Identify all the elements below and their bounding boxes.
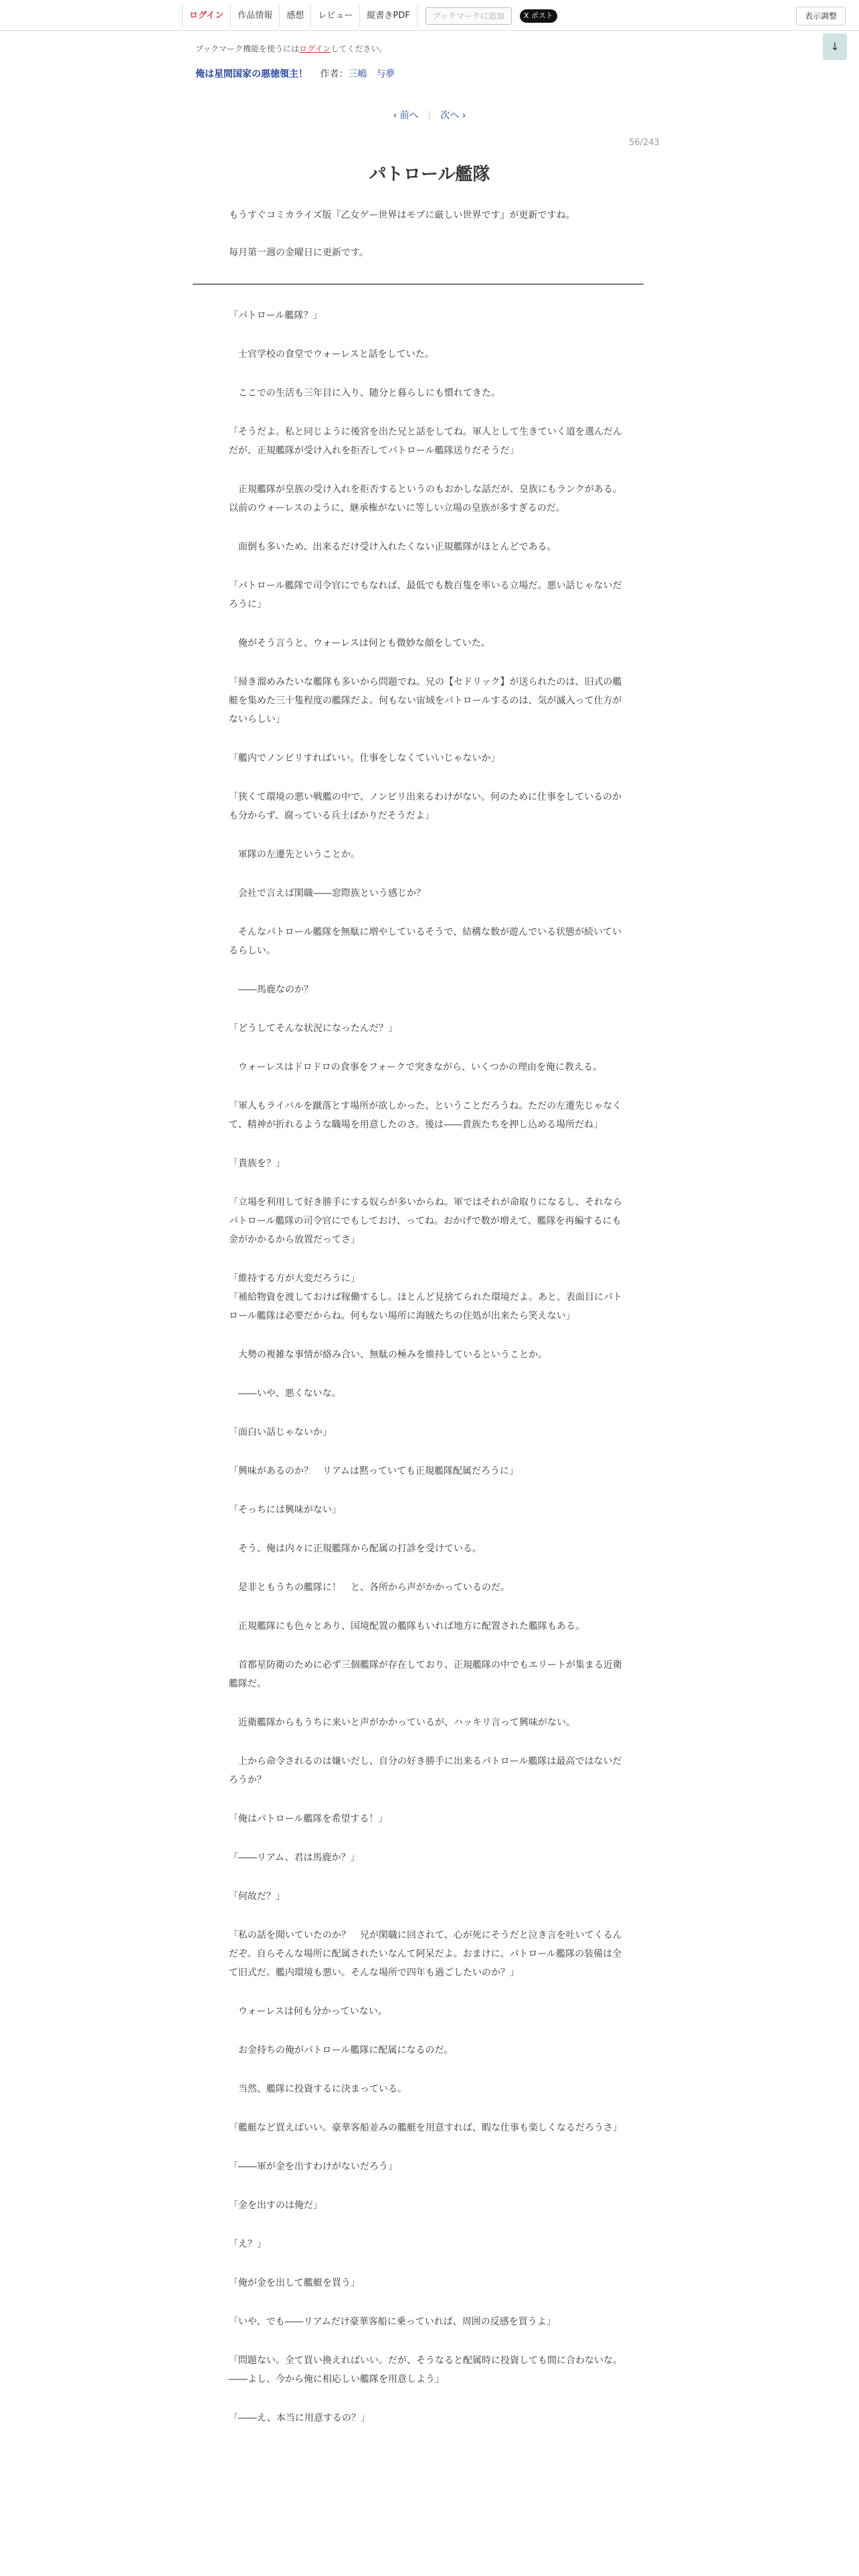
review-link[interactable]: レビュー	[311, 5, 360, 27]
body-paragraph: 会社で言えば閑職――窓際族という感じか？	[229, 888, 425, 899]
body-paragraph: 「俺が金を出して艦艇を買う」	[229, 2278, 360, 2288]
body-paragraph: ここでの生活も三年目に入り、随分と暮らしにも慣れてきた。	[229, 388, 500, 399]
work-title-link[interactable]: 俺は星間国家の悪徳領主！	[195, 69, 308, 80]
chapter-count: 56/243	[629, 138, 660, 148]
add-bookmark-button[interactable]: ブックマークに追加	[425, 7, 512, 25]
body-paragraph: 是非ともうちの艦隊に！ と、各所から声がかかっているのだ。	[229, 1582, 510, 1593]
nav-menu	[182, 5, 557, 27]
prev-chapter-link[interactable]: ‹ 前へ	[393, 110, 419, 121]
body-paragraph: そう、俺は内々に正規艦隊から配属の打診を受けている。	[229, 1543, 482, 1554]
body-paragraph: 「――え、本当に用意するの？」	[229, 2413, 370, 2424]
vertical-pdf-link[interactable]: 縦書きPDF	[360, 5, 417, 27]
body-paragraph: 「いや、でも――リアムだけ豪華客船に乗っていれば、周囲の反感を買うよ」	[229, 2317, 556, 2327]
top-navigation-bar	[0, 0, 859, 31]
body-paragraph: 「私の話を聞いていたのか？ 兄が閑職に回されて、心が死にそうだと泣き言を吐いてくるんだぞ。自らそんな場所に配属されたいなんて阿呆だよ。おまけに、パトロール艦隊の装備は全て旧式だ。艦内環境も悪い。そんな場所で四年も過ごしたいのか？」	[229, 1930, 622, 1978]
bookmark-login-notice	[195, 43, 387, 54]
body-paragraph: 正規艦隊が皇族の受け入れを拒否するというのもおかしな話だが、皇族にもランクがある。以前のウォーレスのように、継承権がないに等しい立場の皇族が多すぎるのだ。	[229, 484, 622, 514]
body-paragraph: 「パトロール艦隊で司令官にでもなれば、最低でも数百隻を率いる立場だ。悪い話じゃないだろうに」	[229, 580, 622, 610]
x-post-button[interactable]: X ポスト	[520, 9, 557, 23]
body-paragraph: 大勢の複雑な事情が絡み合い、無駄の極みを維持しているということか。	[229, 1350, 547, 1360]
author-preface	[229, 207, 630, 282]
body-paragraph: 「俺はパトロール艦隊を希望する！」	[229, 1814, 388, 1824]
display-settings-button[interactable]: 表示調整	[796, 7, 846, 25]
body-paragraph: 「え？」	[229, 2239, 266, 2250]
body-paragraph: 面倒も多いため、出来るだけ受け入れたくない正規艦隊がほとんどである。	[229, 542, 557, 552]
body-paragraph: 「興味があるのか？ リアムは黙っていても正規艦隊配属だろうに」	[229, 1466, 519, 1477]
body-paragraph: ウォーレスはドロドロの食事をフォークで突きながら、いくつかの理由を俺に教える。	[229, 1062, 603, 1073]
preface-line: もうすぐコミカライズ版『乙女ゲー世界はモブに厳しい世界です』が更新ですね。	[229, 210, 575, 221]
scroll-down-icon[interactable]: ↓	[823, 33, 847, 60]
body-paragraph: 「何故だ？」	[229, 1891, 285, 1902]
pager-divider: |	[427, 110, 432, 121]
body-paragraph: 「軍人もライバルを蹴落とす場所が欲しかった、ということだろうね。ただの左遷先じゃなくて、精神が折れるような職場を用意したのさ。後は――貴族たちを押し込める場所だね」	[229, 1101, 622, 1130]
notice-prefix: ブックマーク機能を使うには	[195, 44, 300, 53]
chapter-body	[229, 306, 630, 2448]
body-paragraph: 「狭くて環境の悪い戦艦の中で、ノンビリ出来るわけがない。何のために仕事をしているのかも分からず、腐っている兵士ばかりだそうだよ」	[229, 792, 622, 821]
body-paragraph: 「艦内でノンビリすればいい。仕事をしなくていいじゃないか」	[229, 753, 500, 764]
body-paragraph: 「艦艇など買えばいい。豪華客船並みの艦艇を用意すれば、暇な仕事も楽しくなるだろうさ」	[229, 2123, 622, 2133]
impressions-link[interactable]: 感想	[280, 5, 311, 27]
author-label: 作者：	[320, 69, 349, 80]
body-paragraph: ウォーレスは何も分かっていない。	[229, 2006, 387, 2017]
work-info-line	[195, 67, 395, 80]
body-paragraph: お金持ちの俺がパトロール艦隊に配属になるのだ。	[229, 2045, 454, 2056]
preface-line: 毎月第一週の金曜日に更新です。	[229, 247, 369, 258]
body-paragraph: 「問題ない。全て買い換えればいい。だが、そうなると配属時に投資しても間に合わないな。――よし、今から俺に相応しい艦隊を用意しよう」	[229, 2355, 622, 2385]
body-paragraph: 正規艦隊にも色々とあり、国境配置の艦隊もいれば地方に配置された艦隊もある。	[229, 1621, 585, 1632]
body-paragraph: 上から命令されるのは嫌いだし、自分の好き勝手に出来るパトロール艦隊は最高ではないだろうか？	[229, 1756, 622, 1786]
body-paragraph: ――馬鹿なのか？	[229, 984, 313, 995]
body-paragraph: 「立場を利用して好き勝手にする奴らが多いからね。軍ではそれが命取りになるし、それならパトロール艦隊の司令官にでもしておけ、ってね。おかげで数が増えて、艦隊を再編するにも金がかかるから放置だってさ」	[229, 1197, 622, 1245]
episode-title: パトロール艦隊	[369, 165, 490, 185]
author-link[interactable]: 三嶋 与夢	[348, 69, 395, 80]
body-paragraph: 軍隊の左遷先ということか。	[229, 849, 360, 860]
preface-divider	[193, 284, 644, 285]
body-paragraph: ――いや、悪くないな。	[229, 1388, 341, 1399]
chapter-pager	[0, 108, 859, 122]
body-paragraph: 俺がそう言うと、ウォーレスは何とも微妙な顔をしていた。	[229, 638, 490, 649]
body-paragraph: そんなパトロール艦隊を無駄に増やしているそうで、結構な数が遊んでいる状態が続いているらしい。	[229, 927, 622, 956]
body-paragraph: 「そっちには興味がない」	[229, 1505, 341, 1515]
body-paragraph: 「――軍が金を出すわけがないだろう」	[229, 2161, 397, 2172]
body-paragraph: 「維持する方が大変だろうに」 「補給物資を渡しておけば稼働するし。ほとんど見捨てられた環境だよ。あと、表面目にパトロール艦隊は必要だからね。何もない場所に海賊たちの住処が出来たら笑えない」	[229, 1273, 622, 1321]
next-chapter-link[interactable]: 次へ ›	[440, 110, 466, 121]
body-paragraph: 「金を出すのは俺だ」	[229, 2200, 322, 2211]
login-link[interactable]: ログイン	[182, 5, 231, 27]
body-paragraph: 当然、艦隊に投資するに決まっている。	[229, 2084, 407, 2095]
work-info-link[interactable]: 作品情報	[231, 5, 280, 27]
body-paragraph: 「そうだよ。私と同じように後宮を出た兄と話をしてね。軍人として生きていく道を選んだんだが、正規艦隊が受け入れを拒否してパトロール艦隊送りだそうだ」	[229, 427, 622, 456]
notice-login-link[interactable]: ログイン	[299, 44, 331, 53]
body-paragraph: 「貴族を？」	[229, 1158, 285, 1169]
body-paragraph: 「掃き溜めみたいな艦隊も多いから問題でね。兄の【セドリック】が送られたのは、旧式の艦艇を集めた三十隻程度の艦隊だよ。何もない宙域をパトロールするのは、気が滅入って仕方がないらしい」	[229, 677, 622, 725]
body-paragraph: 首都星防衛のために必ず三個艦隊が存在しており、正規艦隊の中でもエリートが集まる近衛艦隊だ。	[229, 1660, 622, 1689]
body-paragraph: 「――リアム、君は馬鹿か？」	[229, 1852, 360, 1863]
body-paragraph: 「どうしてそんな状況になったんだ？」	[229, 1023, 397, 1034]
notice-suffix: してください。	[330, 44, 387, 53]
body-paragraph: 「パトロール艦隊？」	[229, 310, 322, 321]
body-paragraph: 近衛艦隊からもうちに来いと声がかかっているが、ハッキリ言って興味がない。	[229, 1717, 575, 1728]
body-paragraph: 士官学校の食堂でウォーレスと話をしていた。	[229, 349, 434, 360]
body-paragraph: 「面白い話じゃないか」	[229, 1427, 332, 1438]
